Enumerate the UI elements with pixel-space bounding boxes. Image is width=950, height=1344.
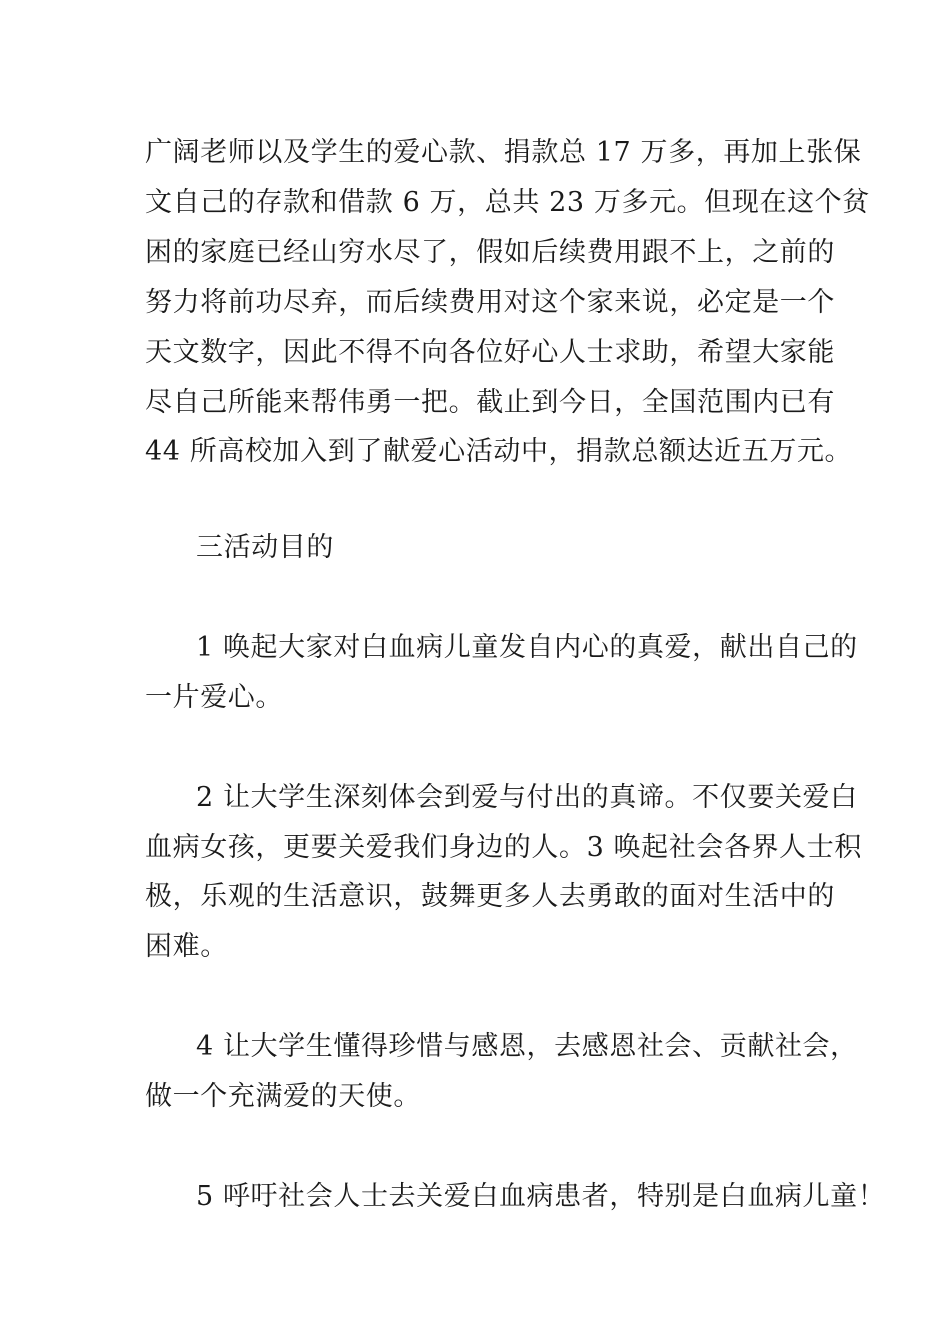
paragraph-line: 天文数字，因此不得不向各位好心人士求助，希望大家能	[145, 337, 835, 368]
list-item-line: 2 让大学生深刻体会到爱与付出的真谛。不仅要关爱白	[196, 782, 858, 813]
list-item-line: 4 让大学生懂得珍惜与感恩，去感恩社会、贡献社会，	[196, 1031, 858, 1062]
paragraph-line: 文自己的存款和借款 6 万，总共 23 万多元。但现在这个贫	[145, 187, 870, 218]
list-item-line: 1 唤起大家对白血病儿童发自内心的真爱，献出自己的	[196, 632, 858, 663]
list-item-line: 血病女孩，更要关爱我们身边的人。3 唤起社会各界人士积	[145, 832, 862, 863]
paragraph-line: 困的家庭已经山穷水尽了，假如后续费用跟不上，之前的	[145, 237, 835, 268]
paragraph-line: 努力将前功尽弃，而后续费用对这个家来说，必定是一个	[145, 287, 835, 318]
list-item-line: 5 呼吁社会人士去关爱白血病患者，特别是白血病儿童！	[196, 1181, 886, 1212]
list-item-line: 极，乐观的生活意识，鼓舞更多人去勇敢的面对生活中的	[145, 881, 835, 912]
list-item-line: 困难。	[145, 931, 228, 962]
paragraph-line: 44 所高校加入到了献爱心活动中，捐款总额达近五万元。	[145, 436, 853, 467]
paragraph-line: 尽自己所能来帮伟勇一把。截止到今日，全国范围内已有	[145, 387, 835, 418]
list-item-line: 一片爱心。	[145, 682, 283, 713]
list-item-line: 做一个充满爱的天使。	[145, 1081, 421, 1112]
section-heading: 三活动目的	[196, 532, 334, 563]
paragraph-line: 广阔老师以及学生的爱心款、捐款总 17 万多，再加上张保	[145, 137, 862, 168]
